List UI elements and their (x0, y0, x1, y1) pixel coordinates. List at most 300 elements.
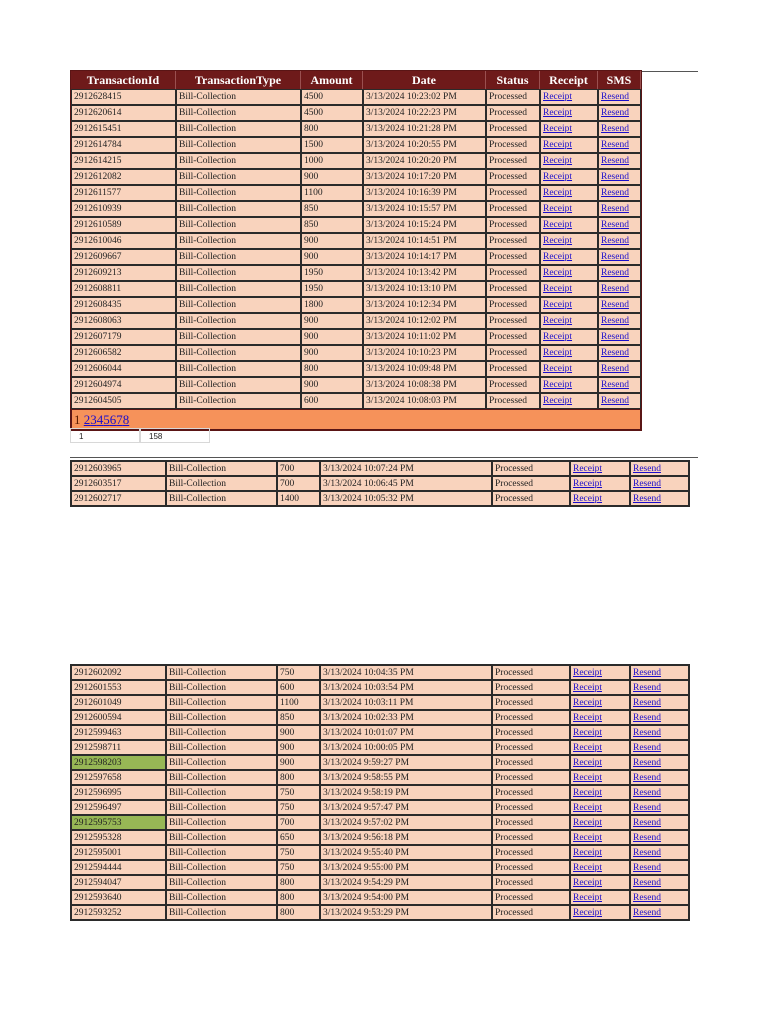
cell-sms (598, 297, 641, 313)
cell-amount: 1950 (301, 281, 363, 297)
cell-sms (630, 710, 689, 725)
cell-transaction-type: Bill-Collection (176, 233, 301, 249)
resend-sms-link[interactable]: Resend (633, 463, 661, 474)
cell-status: Processed (486, 393, 540, 409)
cell-date: 3/13/2024 10:01:07 PM (320, 725, 492, 740)
resend-sms-link[interactable]: Resend (601, 91, 629, 102)
table-row (71, 345, 641, 361)
resend-sms-link[interactable]: Resend (601, 187, 629, 198)
resend-sms-link[interactable]: Resend (633, 742, 661, 753)
cell-receipt (540, 169, 598, 185)
resend-sms-link[interactable]: Resend (633, 772, 661, 783)
cell-amount: 800 (277, 770, 320, 785)
cell-receipt (570, 815, 630, 830)
cell-date: 3/13/2024 9:57:47 PM (320, 800, 492, 815)
cell-transaction-id: 2912612082 (71, 169, 176, 185)
cell-sms (598, 169, 641, 185)
cell-status: Processed (492, 890, 570, 905)
resend-sms-link[interactable]: Resend (601, 235, 629, 246)
receipt-link[interactable]: Receipt (543, 379, 573, 390)
resend-sms-link[interactable]: Resend (633, 682, 661, 693)
receipt-link[interactable]: Receipt (573, 877, 603, 888)
cell-receipt (540, 281, 598, 297)
cell-amount: 900 (277, 725, 320, 740)
cell-transaction-id: 2912603517 (71, 476, 166, 491)
receipt-link[interactable]: Receipt (543, 395, 573, 406)
resend-sms-link[interactable]: Resend (633, 802, 661, 813)
receipt-link[interactable]: Receipt (573, 727, 603, 738)
receipt-link[interactable]: Receipt (543, 187, 573, 198)
receipt-link[interactable]: Receipt (573, 697, 603, 708)
resend-sms-link[interactable]: Resend (633, 697, 661, 708)
receipt-link[interactable]: Receipt (573, 832, 603, 843)
cell-transaction-id: 2912620614 (71, 105, 176, 121)
cell-transaction-id: 2912600594 (71, 710, 166, 725)
cell-transaction-type: Bill-Collection (166, 755, 277, 770)
table-row (71, 695, 689, 710)
cell-transaction-type: Bill-Collection (176, 217, 301, 233)
cell-transaction-id: 2912595753 (71, 815, 166, 830)
cell-date: 3/13/2024 10:06:45 PM (320, 476, 492, 491)
resend-sms-link[interactable]: Resend (601, 219, 629, 230)
receipt-link[interactable]: Receipt (543, 331, 573, 342)
receipt-link[interactable]: Receipt (573, 463, 603, 474)
table-header-row (71, 71, 641, 89)
header-date[interactable]: Date (363, 71, 486, 89)
cell-status: Processed (486, 217, 540, 233)
cell-transaction-type: Bill-Collection (166, 740, 277, 755)
table-row (71, 890, 689, 905)
table-row (71, 740, 689, 755)
resend-sms-link[interactable]: Resend (601, 283, 629, 294)
resend-sms-link[interactable]: Resend (633, 727, 661, 738)
receipt-link[interactable]: Receipt (543, 363, 573, 374)
table-row (71, 297, 641, 313)
cell-transaction-id: 2912606582 (71, 345, 176, 361)
resend-sms-link[interactable]: Resend (601, 299, 629, 310)
cell-transaction-id: 2912603965 (71, 461, 166, 476)
cell-amount: 900 (301, 313, 363, 329)
table-row (71, 121, 641, 137)
cell-receipt (540, 361, 598, 377)
cell-date: 3/13/2024 10:04:35 PM (320, 665, 492, 680)
cell-date: 3/13/2024 10:05:32 PM (320, 491, 492, 506)
cell-transaction-id: 2912607179 (71, 329, 176, 345)
cell-date: 3/13/2024 10:21:28 PM (363, 121, 486, 137)
resend-sms-link[interactable]: Resend (601, 331, 629, 342)
cell-sms (598, 153, 641, 169)
pager-link-page-7[interactable]: 7 (116, 412, 123, 427)
table-row (71, 800, 689, 815)
cell-sms (598, 281, 641, 297)
cell-status: Processed (486, 329, 540, 345)
cell-date: 3/13/2024 9:57:02 PM (320, 815, 492, 830)
cell-receipt (570, 491, 630, 506)
receipt-link[interactable]: Receipt (543, 203, 573, 214)
transactions-table-page1 (70, 70, 642, 431)
cell-transaction-id: 2912593252 (71, 905, 166, 920)
cell-amount: 800 (277, 875, 320, 890)
cell-amount: 600 (277, 680, 320, 695)
resend-sms-link[interactable]: Resend (601, 363, 629, 374)
cell-date: 3/13/2024 10:22:23 PM (363, 105, 486, 121)
cell-date: 3/13/2024 9:54:29 PM (320, 875, 492, 890)
cell-status: Processed (486, 185, 540, 201)
cell-status: Processed (492, 755, 570, 770)
table-row (71, 755, 689, 770)
cell-amount: 800 (277, 905, 320, 920)
cell-receipt (540, 153, 598, 169)
resend-sms-link[interactable]: Resend (601, 267, 629, 278)
cell-transaction-type: Bill-Collection (176, 329, 301, 345)
cell-date: 3/13/2024 10:10:23 PM (363, 345, 486, 361)
resend-sms-link[interactable]: Resend (633, 478, 661, 489)
cell-transaction-id: 2912597658 (71, 770, 166, 785)
resend-sms-link[interactable]: Resend (601, 155, 629, 166)
cell-transaction-type: Bill-Collection (176, 185, 301, 201)
table-row (71, 377, 641, 393)
cell-transaction-id: 2912610589 (71, 217, 176, 233)
cell-date: 3/13/2024 10:08:03 PM (363, 393, 486, 409)
receipt-link[interactable]: Receipt (543, 267, 573, 278)
table-row (71, 905, 689, 920)
cell-status: Processed (492, 695, 570, 710)
table-row (71, 710, 689, 725)
cell-date: 3/13/2024 10:12:02 PM (363, 313, 486, 329)
cell-sms (630, 800, 689, 815)
cell-status: Processed (486, 169, 540, 185)
table-row (71, 329, 641, 345)
cell-sms (598, 249, 641, 265)
receipt-link[interactable]: Receipt (543, 107, 573, 118)
receipt-link[interactable]: Receipt (573, 682, 603, 693)
pager-link-page-2[interactable]: 2 (83, 412, 91, 427)
table-row (71, 233, 641, 249)
table-row (71, 845, 689, 860)
resend-sms-link[interactable]: Resend (601, 139, 629, 150)
cell-transaction-id: 2912596497 (71, 800, 166, 815)
cell-status: Processed (486, 265, 540, 281)
cell-date: 3/13/2024 10:08:38 PM (363, 377, 486, 393)
receipt-link[interactable]: Receipt (573, 862, 603, 873)
cell-amount: 850 (301, 217, 363, 233)
receipt-link[interactable]: Receipt (573, 493, 603, 504)
cell-sms (630, 770, 689, 785)
receipt-link[interactable]: Receipt (573, 712, 603, 723)
pager (71, 409, 641, 430)
cell-status: Processed (486, 281, 540, 297)
receipt-link[interactable]: Receipt (573, 787, 603, 798)
cell-transaction-id: 2912602092 (71, 665, 166, 680)
resend-sms-link[interactable]: Resend (633, 493, 661, 504)
cell-transaction-type: Bill-Collection (166, 890, 277, 905)
cell-sms (630, 845, 689, 860)
receipt-link[interactable]: Receipt (573, 772, 603, 783)
cell-date: 3/13/2024 10:03:11 PM (320, 695, 492, 710)
table-row (71, 665, 689, 680)
receipt-link[interactable]: Receipt (543, 219, 573, 230)
table-row (71, 770, 689, 785)
resend-sms-link[interactable]: Resend (601, 379, 629, 390)
cell-transaction-type: Bill-Collection (166, 680, 277, 695)
transactions-table-continued-2 (70, 664, 690, 921)
cell-sms (630, 875, 689, 890)
cell-transaction-id: 2912594047 (71, 875, 166, 890)
receipt-link[interactable]: Receipt (543, 171, 573, 182)
cell-transaction-type: Bill-Collection (166, 860, 277, 875)
pager-link-page-4[interactable]: 4 (96, 412, 104, 427)
cell-receipt (540, 313, 598, 329)
cell-transaction-id: 2912604505 (71, 393, 176, 409)
cell-status: Processed (486, 313, 540, 329)
header-amount[interactable]: Amount (301, 71, 363, 89)
resend-sms-link[interactable]: Resend (601, 203, 629, 214)
table-row (71, 185, 641, 201)
cell-transaction-id: 2912594444 (71, 860, 166, 875)
receipt-link[interactable]: Receipt (573, 742, 603, 753)
cell-status: Processed (486, 361, 540, 377)
header-transaction-id[interactable]: TransactionId (71, 71, 176, 89)
pager-link-page-8[interactable]: 8 (122, 412, 130, 427)
receipt-link[interactable]: Receipt (573, 667, 603, 678)
cell-status: Processed (492, 875, 570, 890)
header-status[interactable]: Status (486, 71, 540, 89)
cell-transaction-id: 2912610939 (71, 201, 176, 217)
cell-transaction-id: 2912609667 (71, 249, 176, 265)
cell-status: Processed (492, 815, 570, 830)
receipt-link[interactable]: Receipt (543, 315, 573, 326)
cell-sms (598, 121, 641, 137)
cell-transaction-type: Bill-Collection (176, 169, 301, 185)
cell-amount: 4500 (301, 89, 363, 105)
cell-sms (598, 89, 641, 105)
table-row (71, 491, 689, 506)
cell-amount: 1100 (277, 695, 320, 710)
receipt-link[interactable]: Receipt (573, 847, 603, 858)
cell-transaction-type: Bill-Collection (176, 153, 301, 169)
receipt-link[interactable]: Receipt (573, 478, 603, 489)
cell-receipt (540, 201, 598, 217)
cell-amount: 900 (301, 329, 363, 345)
cell-transaction-id: 2912601553 (71, 680, 166, 695)
cell-date: 3/13/2024 9:56:18 PM (320, 830, 492, 845)
cell-amount: 800 (301, 361, 363, 377)
cell-receipt (540, 217, 598, 233)
pager-link-page-5[interactable]: 5 (103, 412, 110, 427)
resend-sms-link[interactable]: Resend (633, 667, 661, 678)
cell-receipt (570, 800, 630, 815)
cell-status: Processed (492, 680, 570, 695)
cell-transaction-type: Bill-Collection (176, 297, 301, 313)
cell-receipt (570, 890, 630, 905)
cell-amount: 900 (277, 740, 320, 755)
table-row (71, 153, 641, 169)
cell-status: Processed (486, 233, 540, 249)
cell-transaction-type: Bill-Collection (176, 377, 301, 393)
table-row (71, 361, 641, 377)
cell-sms (630, 830, 689, 845)
table-row (71, 105, 641, 121)
cell-status: Processed (486, 345, 540, 361)
resend-sms-link[interactable]: Resend (633, 817, 661, 828)
resend-sms-link[interactable]: Resend (633, 877, 661, 888)
cell-date: 3/13/2024 10:17:20 PM (363, 169, 486, 185)
cell-amount: 4500 (301, 105, 363, 121)
cell-transaction-type: Bill-Collection (176, 265, 301, 281)
cell-amount: 800 (277, 890, 320, 905)
cell-transaction-type: Bill-Collection (176, 393, 301, 409)
cell-sms (598, 329, 641, 345)
receipt-link[interactable]: Receipt (573, 892, 603, 903)
cell-amount: 1500 (301, 137, 363, 153)
pager-link-page-6[interactable]: 6 (109, 412, 117, 427)
cell-date: 3/13/2024 10:07:24 PM (320, 461, 492, 476)
cell-amount: 600 (301, 393, 363, 409)
cell-transaction-type: Bill-Collection (176, 249, 301, 265)
cell-date: 3/13/2024 9:55:40 PM (320, 845, 492, 860)
cell-amount: 750 (277, 845, 320, 860)
cell-status: Processed (486, 121, 540, 137)
cell-transaction-id: 2912596995 (71, 785, 166, 800)
cell-date: 3/13/2024 10:13:42 PM (363, 265, 486, 281)
receipt-link[interactable]: Receipt (543, 347, 573, 358)
resend-sms-link[interactable]: Resend (601, 251, 629, 262)
receipt-link[interactable]: Receipt (543, 139, 573, 150)
receipt-link[interactable]: Receipt (543, 251, 573, 262)
cell-receipt (540, 89, 598, 105)
cell-transaction-id: 2912608811 (71, 281, 176, 297)
table-row (71, 249, 641, 265)
cell-date: 3/13/2024 10:15:57 PM (363, 201, 486, 217)
receipt-link[interactable]: Receipt (573, 817, 603, 828)
cell-status: Processed (492, 830, 570, 845)
cell-status: Processed (492, 905, 570, 920)
cell-status: Processed (492, 710, 570, 725)
resend-sms-link[interactable]: Resend (601, 315, 629, 326)
cell-status: Processed (486, 297, 540, 313)
cell-date: 3/13/2024 10:13:10 PM (363, 281, 486, 297)
receipt-link[interactable]: Receipt (543, 299, 573, 310)
cell-receipt (540, 105, 598, 121)
resend-sms-link[interactable]: Resend (633, 892, 661, 903)
cell-transaction-id: 2912601049 (71, 695, 166, 710)
cell-receipt (570, 725, 630, 740)
resend-sms-link[interactable]: Resend (633, 847, 661, 858)
cell-date: 3/13/2024 9:54:00 PM (320, 890, 492, 905)
cell-receipt (570, 875, 630, 890)
cell-amount: 1800 (301, 297, 363, 313)
pager-link-page-3[interactable]: 3 (90, 412, 97, 427)
cell-transaction-id: 2912602717 (71, 491, 166, 506)
cell-transaction-type: Bill-Collection (166, 710, 277, 725)
cell-sms (630, 476, 689, 491)
cell-receipt (540, 249, 598, 265)
cell-sms (630, 815, 689, 830)
cell-status: Processed (492, 800, 570, 815)
receipt-link[interactable]: Receipt (573, 802, 603, 813)
cell-transaction-id: 2912614784 (71, 137, 176, 153)
cell-amount: 900 (301, 345, 363, 361)
cell-receipt (540, 329, 598, 345)
stats-left: 1 (70, 428, 140, 443)
cell-receipt (570, 665, 630, 680)
receipt-link[interactable]: Receipt (543, 91, 573, 102)
resend-sms-link[interactable]: Resend (601, 347, 629, 358)
cell-sms (598, 105, 641, 121)
cell-transaction-type: Bill-Collection (166, 905, 277, 920)
cell-date: 3/13/2024 10:03:54 PM (320, 680, 492, 695)
receipt-link[interactable]: Receipt (573, 907, 603, 918)
resend-sms-link[interactable]: Resend (601, 395, 629, 406)
resend-sms-link[interactable]: Resend (633, 787, 661, 798)
resend-sms-link[interactable]: Resend (633, 757, 661, 768)
cell-status: Processed (492, 665, 570, 680)
cell-transaction-id: 2912595328 (71, 830, 166, 845)
cell-transaction-type: Bill-Collection (166, 491, 277, 506)
cell-transaction-id: 2912608063 (71, 313, 176, 329)
table-row (71, 313, 641, 329)
stats-bar (70, 428, 210, 446)
header-sms: SMS (598, 71, 641, 89)
cell-transaction-id: 2912611577 (71, 185, 176, 201)
cell-sms (630, 905, 689, 920)
cell-sms (630, 695, 689, 710)
cell-date: 3/13/2024 9:55:00 PM (320, 860, 492, 875)
cell-status: Processed (492, 785, 570, 800)
cell-sms (598, 265, 641, 281)
cell-amount: 900 (301, 377, 363, 393)
cell-receipt (540, 345, 598, 361)
cell-amount: 750 (277, 800, 320, 815)
cell-receipt (570, 680, 630, 695)
cell-status: Processed (492, 476, 570, 491)
table-row (71, 815, 689, 830)
pager-row (71, 409, 641, 430)
resend-sms-link[interactable]: Resend (601, 171, 629, 182)
cell-transaction-type: Bill-Collection (176, 345, 301, 361)
cell-sms (630, 860, 689, 875)
resend-sms-link[interactable]: Resend (633, 907, 661, 918)
resend-sms-link[interactable]: Resend (633, 862, 661, 873)
cell-transaction-type: Bill-Collection (166, 830, 277, 845)
cell-amount: 650 (277, 830, 320, 845)
cell-receipt (570, 845, 630, 860)
receipt-link[interactable]: Receipt (543, 123, 573, 134)
resend-sms-link[interactable]: Resend (633, 832, 661, 843)
resend-sms-link[interactable]: Resend (601, 107, 629, 118)
cell-sms (598, 361, 641, 377)
resend-sms-link[interactable]: Resend (633, 712, 661, 723)
cell-status: Processed (492, 770, 570, 785)
cell-receipt (570, 710, 630, 725)
header-transaction-type[interactable]: TransactionType (176, 71, 301, 89)
cell-amount: 850 (277, 710, 320, 725)
cell-receipt (540, 377, 598, 393)
receipt-link[interactable]: Receipt (543, 155, 573, 166)
cell-transaction-id: 2912595001 (71, 845, 166, 860)
receipt-link[interactable]: Receipt (573, 757, 603, 768)
cell-amount: 900 (301, 233, 363, 249)
cell-amount: 1400 (277, 491, 320, 506)
resend-sms-link[interactable]: Resend (601, 123, 629, 134)
receipt-link[interactable]: Receipt (543, 235, 573, 246)
cell-sms (630, 890, 689, 905)
table-row (71, 830, 689, 845)
receipt-link[interactable]: Receipt (543, 283, 573, 294)
cell-date: 3/13/2024 10:20:20 PM (363, 153, 486, 169)
cell-transaction-type: Bill-Collection (166, 815, 277, 830)
cell-transaction-type: Bill-Collection (166, 695, 277, 710)
